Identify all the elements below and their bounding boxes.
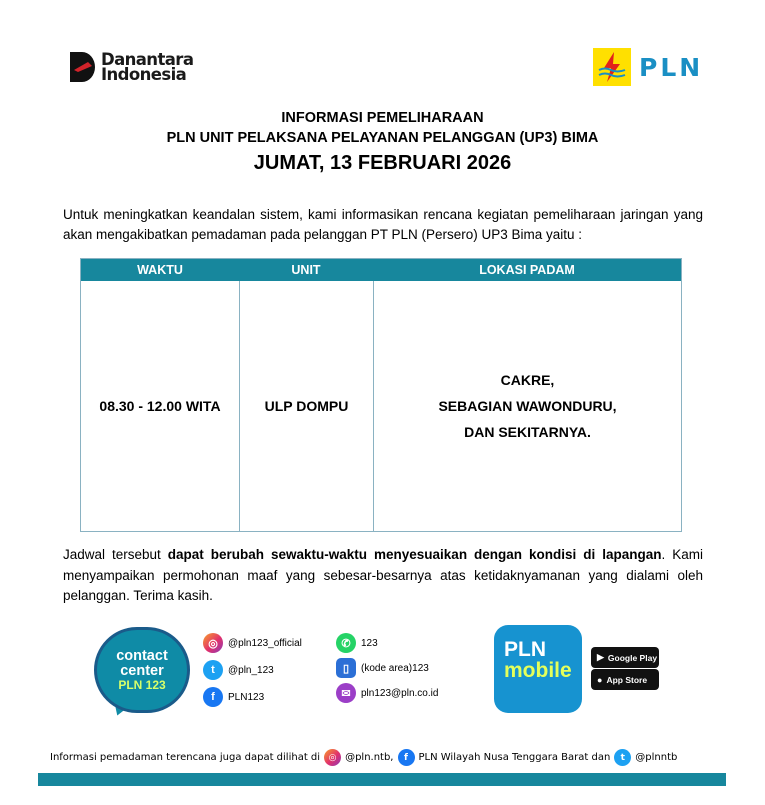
header-waktu: WAKTU	[137, 263, 183, 277]
footer-twitter[interactable]: @plnntb	[635, 752, 678, 763]
pln-mobile-name2: mobile	[504, 659, 572, 682]
contact-center-badge	[94, 627, 190, 713]
danantara-line2: Indonesia	[101, 65, 187, 84]
contact-instagram-label: @pln123_official	[228, 637, 302, 649]
title-block	[0, 108, 765, 176]
pln-mobile-name1: PLN	[504, 638, 546, 661]
note-post: . Kami menyampaikan permohonan maaf yang sebesar-besarnya atas ketidaknyamanan yang dialami oleh pelanggan. Terima kasih.	[63, 547, 704, 603]
pln-lightning-icon	[593, 48, 631, 86]
note-paragraph	[63, 545, 703, 607]
email-icon: ✉	[336, 683, 356, 703]
footer-line	[50, 749, 677, 766]
table-row	[81, 281, 681, 531]
google-play-badge[interactable]	[591, 647, 659, 668]
lokasi-line: CAKRE,	[500, 372, 555, 388]
lokasi-line: DAN SEKITARNYA.	[464, 424, 591, 440]
twitter-icon: t	[614, 749, 631, 766]
page-subtitle: PLN UNIT PELAKSANA PELAYANAN PELANGGAN (UP3) BIMA	[166, 130, 599, 146]
contact-email[interactable]	[336, 683, 438, 703]
cc-line3: PLN 123	[118, 677, 166, 692]
header-unit: UNIT	[291, 263, 321, 277]
contact-facebook-label: PLN123	[228, 691, 265, 703]
footer-text: Informasi pemadaman terencana juga dapat dilihat di	[50, 752, 321, 763]
facebook-icon: f	[203, 687, 223, 707]
intro-paragraph: Untuk meningkatkan keandalan sistem, kami informasikan rencana kegiatan pemeliharaan jaringan yang akan mengakibatkan pemadaman pada pelanggan PT PLN (Persero) UP3 Bima yaitu :	[63, 207, 703, 242]
app-store-badge[interactable]	[591, 669, 659, 690]
whatsapp-icon: ✆	[336, 633, 356, 653]
cc-line2: center	[120, 662, 164, 679]
app-store-label: App Store	[606, 674, 648, 685]
contact-facebook[interactable]	[203, 687, 264, 707]
instagram-icon: ◎	[203, 633, 223, 653]
pln-wordmark: PLN	[639, 52, 704, 82]
footer-facebook[interactable]: PLN Wilayah Nusa Tenggara Barat dan	[418, 752, 611, 763]
cell-lokasi	[373, 281, 681, 531]
contact-twitter[interactable]	[203, 660, 274, 680]
contact-email-label: pln123@pln.co.id	[361, 687, 439, 699]
pln-mobile-app-icon[interactable]	[494, 625, 582, 713]
contact-whatsapp[interactable]	[336, 633, 378, 653]
note-bold: dapat berubah sewaktu-waktu menyesuaikan dengan kondisi di lapangan	[167, 547, 662, 562]
instagram-icon: ◎	[324, 749, 341, 766]
contact-whatsapp-label: 123	[361, 637, 378, 649]
footer-bar	[38, 773, 726, 786]
twitter-icon: t	[203, 660, 223, 680]
cc-line1: contact	[116, 647, 168, 664]
pln-logo	[593, 48, 703, 86]
cell-waktu: 08.30 - 12.00 WITA	[99, 398, 221, 414]
contact-phone-label: (kode area)123	[361, 662, 429, 674]
danantara-logo	[70, 52, 193, 82]
header-lokasi: LOKASI PADAM	[479, 263, 575, 277]
google-play-icon: ▶	[597, 652, 604, 662]
google-play-label: Google Play	[607, 652, 658, 663]
cell-unit: ULP DOMPU	[239, 281, 373, 531]
note-pre: Jadwal tersebut	[63, 547, 168, 562]
table-header-row	[81, 259, 681, 281]
danantara-line1: Danantara	[101, 50, 194, 69]
facebook-icon: f	[398, 749, 415, 766]
footer-instagram[interactable]: @pln.ntb,	[345, 752, 394, 763]
danantara-mark-icon	[70, 52, 96, 82]
lokasi-line: SEBAGIAN WAWONDURU,	[438, 398, 617, 414]
page-title: INFORMASI PEMELIHARAAN	[281, 110, 484, 126]
contact-phone[interactable]	[336, 658, 429, 678]
phone-icon: ▯	[336, 658, 356, 678]
schedule-table	[80, 258, 682, 532]
apple-icon: ●	[597, 674, 603, 685]
page-date: JUMAT, 13 FEBRUARI 2026	[253, 152, 512, 174]
contact-instagram[interactable]	[203, 633, 302, 653]
contact-twitter-label: @pln_123	[228, 664, 274, 676]
